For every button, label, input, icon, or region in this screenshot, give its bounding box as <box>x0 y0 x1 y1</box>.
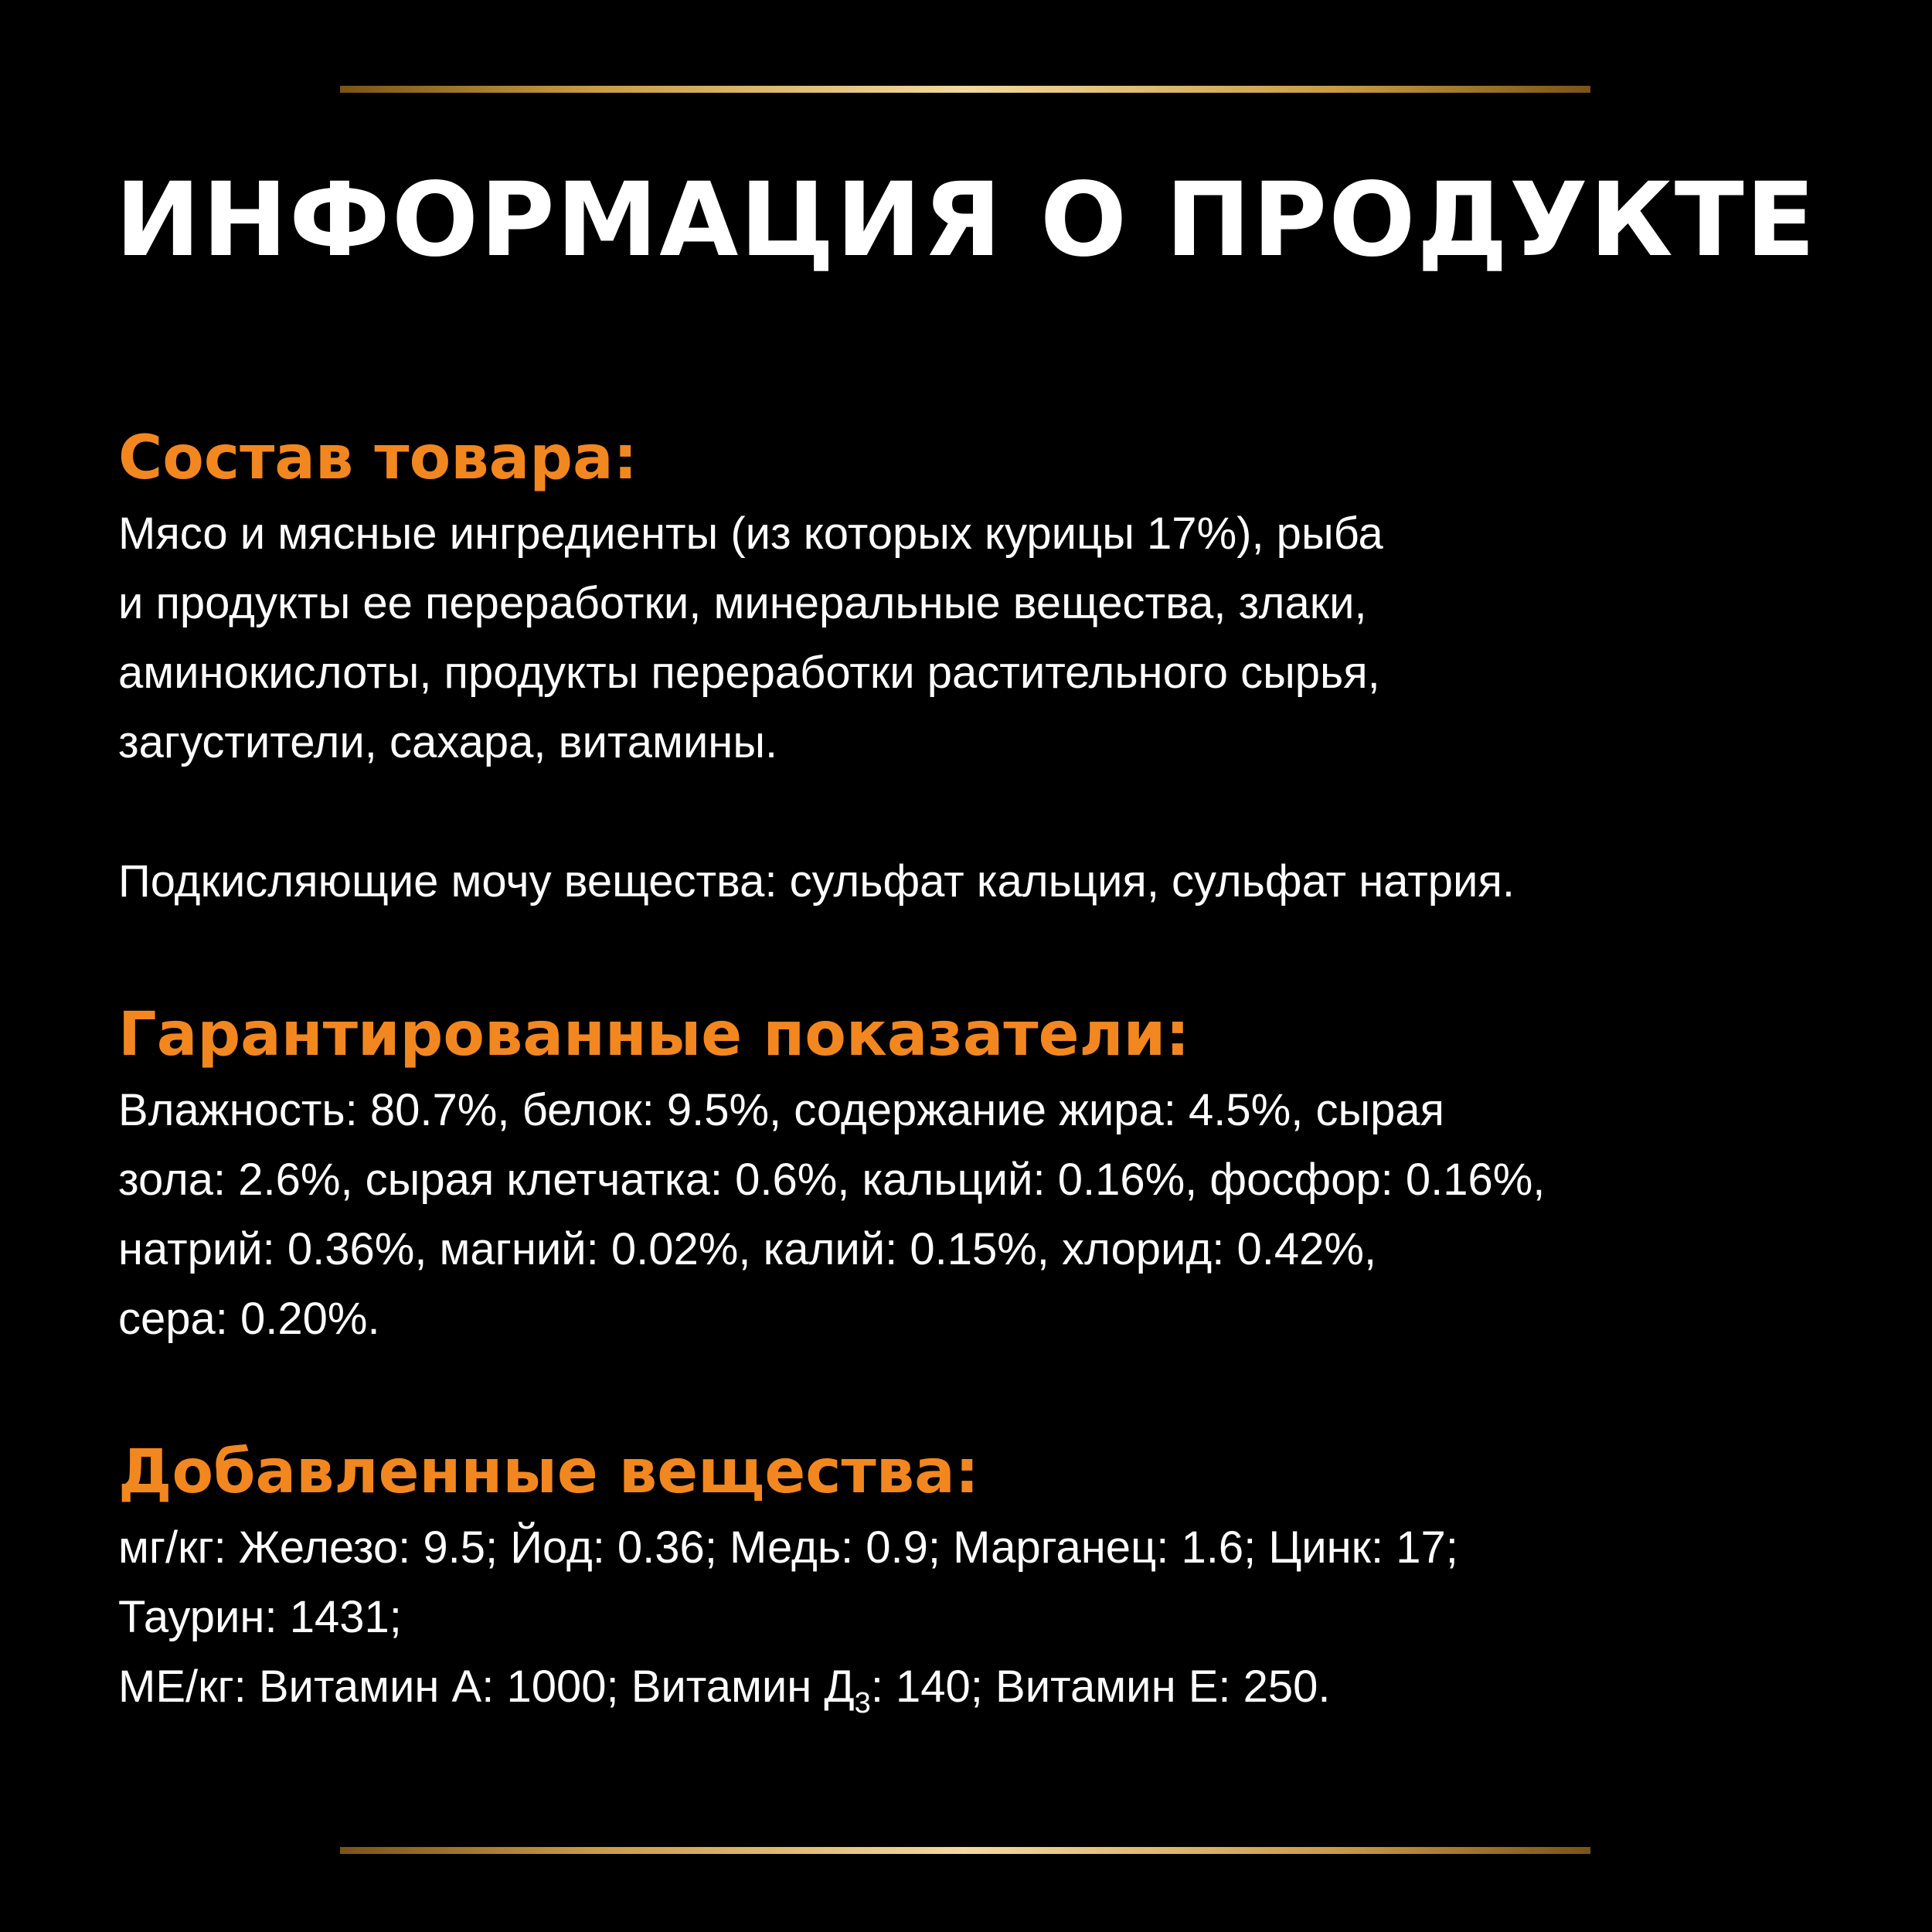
additives-line: Таурин: 1431; <box>118 1592 402 1642</box>
composition-line: и продукты ее переработки, минеральные вещества, злаки, <box>118 578 1367 628</box>
additives-heading: Добавленные вещества: <box>118 1437 979 1507</box>
vitamin-d-subscript: 3 <box>854 1687 871 1719</box>
top-gold-divider <box>340 86 1590 93</box>
additives-line: мг/кг: Железо: 9.5; Йод: 0.36; Медь: 0.9; Марганец: 1.6; Цинк: 17; <box>118 1522 1458 1573</box>
guaranteed-line: натрий: 0.36%, магний: 0.02%, калий: 0.15%, хлорид: 0.42%, <box>118 1224 1377 1274</box>
guaranteed-line: Влажность: 80.7%, белок: 9.5%, содержание жира: 4.5%, сырая <box>118 1085 1445 1135</box>
bottom-gold-divider <box>340 1847 1590 1854</box>
composition-heading: Состав товара: <box>118 423 638 493</box>
spacer <box>118 1354 1857 1431</box>
composition-line: загустители, сахара, витамины. <box>118 717 778 767</box>
spacer <box>118 777 1857 847</box>
vitamins-line <box>118 1652 1857 1722</box>
guaranteed-heading: Гарантированные показатели: <box>118 1000 1190 1070</box>
composition-line: аминокислоты, продукты переработки растительного сырья, <box>118 648 1380 698</box>
product-info-content <box>118 417 1857 1722</box>
vitamins-prefix: МЕ/кг: Витамин А: 1000; Витамин Д <box>118 1662 855 1712</box>
acidifier-note <box>118 847 1857 917</box>
additives-text <box>118 1513 1857 1722</box>
guaranteed-line: сера: 0.20%. <box>118 1294 380 1344</box>
guaranteed-line: зола: 2.6%, сырая клетчатка: 0.6%, кальций: 0.16%, фосфор: 0.16%, <box>118 1155 1546 1205</box>
page-title: ИНФОРМАЦИЯ О ПРОДУКТЕ <box>115 161 1817 280</box>
guaranteed-text <box>118 1076 1857 1354</box>
composition-text <box>118 499 1857 777</box>
acidifier-line: Подкисляющие мочу вещества: сульфат кальция, сульфат натрия. <box>118 856 1515 906</box>
composition-line: Мясо и мясные ингредиенты (из которых курицы 17%), рыба <box>118 509 1383 559</box>
spacer <box>118 917 1857 994</box>
vitamins-suffix: : 140; Витамин Е: 250. <box>870 1662 1331 1712</box>
